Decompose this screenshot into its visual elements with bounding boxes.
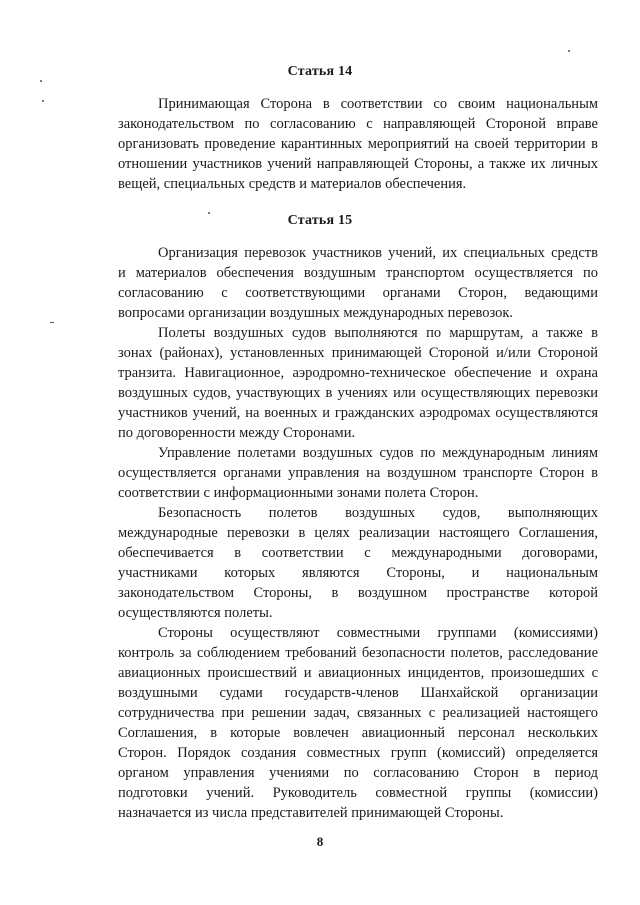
article-15-line: Управление полетами воздушных судов по международным линиям <box>158 445 598 461</box>
article-15-line: участниками которых являются Стороны, и национальным <box>118 565 598 581</box>
article-15-line: Соглашения, в которые вовлечен авиационный персонал нескольких <box>118 725 598 741</box>
article-15-line: транзита. Навигационное, аэродромно-техническое обеспечение и охрана <box>118 365 598 381</box>
article-15-line: осуществляется органами управления на воздушном транспорте Сторон в <box>118 465 598 481</box>
article-15-line: контроль за соблюдением требований безопасности полетов, расследование <box>118 645 598 661</box>
article-15-line: Сторон. Порядок создания совместных групп (комиссий) определяется <box>118 745 598 761</box>
article-15-line: органом управления учениями по согласованию Сторон в период <box>118 765 598 781</box>
article-15-line: воздушных судов, участвующих в учениях или осуществляющих перевозки <box>118 385 598 401</box>
article-15-line: вопросами организации воздушных международных перевозок. <box>118 305 514 321</box>
article-15-line: авиационных происшествий и авиационных инцидентов, произошедших с <box>118 665 598 681</box>
article-15-line: осуществляются полеты. <box>118 605 273 621</box>
article-15-line: по договоренности между Сторонами. <box>118 425 356 441</box>
article-15-line: зонах (районах), установленных принимающей Стороной и/или Стороной <box>118 345 598 361</box>
article-15-line: воздушными судами государств-членов Шанхайской организации <box>118 685 598 701</box>
article-14-line: вещей, специальных средств и материалов обеспечения. <box>118 176 467 192</box>
article-15-line: международные перевозки в целях реализации настоящего Соглашения, <box>118 525 598 541</box>
scan-speck <box>568 50 570 52</box>
article-15-line: согласованию с соответствующими органами Сторон, ведающими <box>118 285 598 301</box>
page-number: 8 <box>316 834 324 849</box>
article-15-line: участников учений, на военных и гражданских аэродромах осуществляются <box>118 405 598 421</box>
article-15-line: обеспечивается в соответствии с международными договорами, <box>118 545 598 561</box>
article-14-line: организовать проведение карантинных мероприятий на своей территории в <box>118 136 598 152</box>
article-15-line: соответствии с информационными зонами полета Сторон. <box>118 485 479 501</box>
article-15-line: Безопасность полетов воздушных судов, выполняющих <box>158 505 598 521</box>
article-14-line: законодательством по согласованию с направляющей Стороной вправе <box>118 116 598 132</box>
article-15-line: Стороны осуществляют совместными группами (комиссиями) <box>158 625 598 641</box>
article-15-line: Полеты воздушных судов выполняются по маршрутам, а также в <box>158 325 598 341</box>
article-15-line: назначается из числа представителей принимающей Стороны. <box>118 805 504 821</box>
article-14-line: Принимающая Сторона в соответствии со своим национальным <box>158 96 598 112</box>
scan-speck <box>50 322 54 323</box>
scan-speck <box>42 100 44 102</box>
article-15-line: и материалов обеспечения воздушным транспортом осуществляется по <box>118 265 598 281</box>
article-15-title: Статья 15 <box>287 213 353 228</box>
article-15-line: подготовки учений. Руководитель совместной группы (комиссии) <box>118 785 598 801</box>
article-15-line: законодательством Стороны, в воздушном пространстве которой <box>118 585 598 601</box>
article-15-line: Организация перевозок участников учений, их специальных средств <box>158 245 598 261</box>
article-15-line: сотрудничества при решении задач, связанных с реализацией настоящего <box>118 705 598 721</box>
article-14-title: Статья 14 <box>287 64 353 79</box>
article-14-line: отношении участников учений направляющей Стороны, а также их личных <box>118 156 598 172</box>
